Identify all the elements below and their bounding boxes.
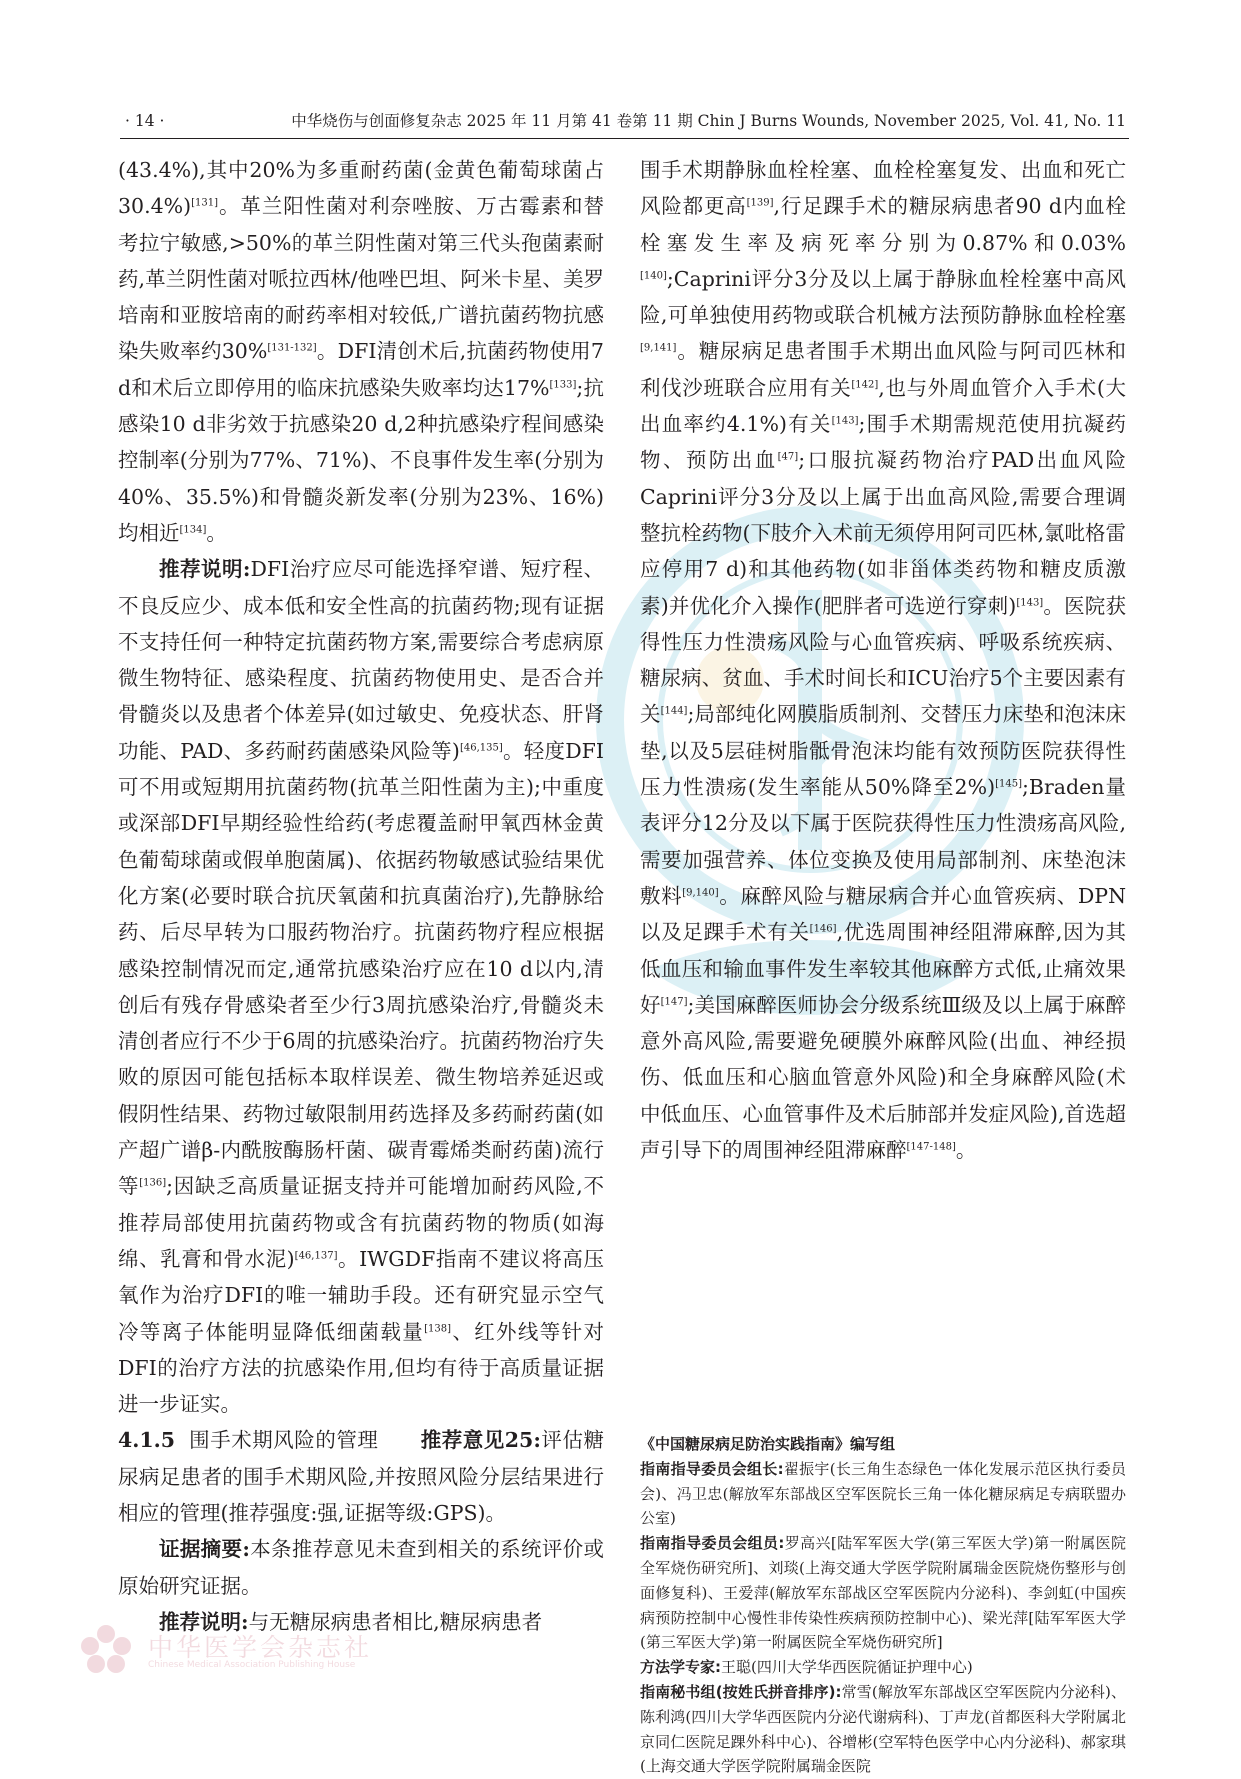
citation[interactable]: [139] [746,197,774,209]
right-column [640,152,1126,1168]
citation[interactable]: [133] [549,379,577,391]
committee-members: 指南指导委员会组员:罗高兴[陆军军医大学(第三军医大学)第一附属医院全军烧伤研究所]、刘琰(上海交通大学医学院附属瑞金医院烧伤整形与创面修复科)、王爱萍(解放军东部战区空军医院内分泌科)、李剑虹(中国疾病预防控制中心慢性非传染性疾病预防控制中心)、梁光萍[陆军军医大学(第三军医大学)第一附属医院全军烧伤研究所] [640,1534,1127,1652]
running-header [125,108,1126,134]
flower-logo-icon [78,1622,134,1678]
citation[interactable]: [9,141] [640,342,677,354]
citation[interactable]: [46,135] [459,742,503,754]
citation[interactable]: [145] [995,778,1022,790]
citation[interactable]: [46,137] [294,1250,338,1262]
section-title: 围手术期风险的管理 [189,1428,379,1453]
citation[interactable]: [146] [809,923,837,935]
citation[interactable]: [142] [851,379,879,391]
citation[interactable]: [131] [191,197,219,209]
citation[interactable]: [143] [831,415,859,427]
recommendation-25-text: 评估糖尿病足患者的围手术期风险,并按照风险分层结果进行相应的管理(推荐强度:强,证据等级:GPS)。 [118,1428,604,1525]
paragraph-evidence-summary: 证据摘要:本条推荐意见未查到相关的系统评价或原始研究证据。 [118,1537,604,1598]
journal-citation: 中华烧伤与创面修复杂志 2025 年 11 月第 41 卷第 11 期 Chin J Burns Wounds, November 2025, Vol. 41, No. 11 [291,112,1126,130]
citation[interactable]: [140] [640,270,667,282]
citation[interactable]: [147] [660,996,688,1008]
secretary-group: 指南秘书组(按姓氏拼音排序):常雪(解放军东部战区空军医院内分泌科)、陈利鸿(四川大学华西医院内分泌代谢病科)、丁声龙(首都医科大学附属北京同仁医院足踝外科中心)、谷增彬(空军特色医学中心内分泌科)、郝家琪(上海交通大学医学院附属瑞金医院 [640,1682,1126,1776]
paragraph-antibiotic-resistance: (43.4%),其中20%为多重耐药菌(金黄色葡萄球菌占30.4%)[131]。革兰阳性菌对利奈唑胺、万古霉素和替考拉宁敏感,>50%的革兰阴性菌对第三代头孢菌素耐药,革兰阴性菌对哌拉西林/他唑巴坦、阿米卡星、美罗培南和亚胺培南的耐药率相对较低,广谱抗菌药物抗感染失败率约30%[131-132]。DFI清创术后,抗菌药物使用7 d和术后立即停用的临床抗感染失败率均达17%[133];抗感染10 d非劣效于抗感染20 d,2种抗感染疗程间感染控制率(分别为77%、71%)、不良事件发生率(分别为40%、35.5%)和骨髓炎新发率(分别为23%、16%)均相近[134]。 [118,158,604,545]
publisher-name-cn: 中华医学会杂志社 [148,1633,373,1662]
citation[interactable]: [143] [1016,597,1044,609]
paragraph-perioperative-risk: 围手术期静脉血栓栓塞、血栓栓塞复发、出血和死亡风险都更高[139],行足踝手术的糖尿病患者90 d内血栓栓塞发生率及病死率分别为0.87%和0.03%[140];Caprini评分3分及以上属于静脉血栓栓塞中高风险,可单独使用药物或联合机械方法预防静脉血栓栓塞[9,141]。糖尿病足患者围手术期出血风险与阿司匹林和利伐沙班联合应用有关[142],也与外周血管介入手术(大出血率约4.1%)有关[143];围手术期需规范使用抗凝药物、预防出血[47];口服抗凝药物治疗PAD出血风险Caprini评分3分及以上属于出血高风险,需要合理调整抗栓药物(下肢介入术前无须停用阿司匹林,氯吡格雷应停用7 d)和其他药物(如非甾体类药物和糖皮质激素)并优化介入操作(肥胖者可选逆行穿刺)[143]。医院获得性压力性溃疡风险与心血管疾病、呼吸系统疾病、糖尿病、贫血、手术时间长和ICU治疗5个主要因素有关[144];局部纯化网膜脂质制剂、交替压力床垫和泡沫床垫,以及5层硅树脂骶骨泡沫均能有效预防医院获得性压力性溃疡(发生率能从50%降至2%)[145];Braden量表评分12分及以下属于医院获得性压力性溃疡高风险,需要加强营养、体位变换及使用局部制剂、床垫泡沫敷料[9,140]。麻醉风险与糖尿病合并心血管疾病、DPN以及足踝手术有关[146],优选周围神经阻滞麻醉,因为其低血压和输血事件发生率较其他麻醉方式低,止痛效果好[147];美国麻醉医师协会分级系统Ⅲ级及以上属于麻醉意外高风险,需要避免硬膜外麻醉风险(出血、神经损伤、低血压和心脑血管意外风险)和全身麻醉风险(术中低血压、心血管事件及术后肺部并发症风险),首选超声引导下的周围神经阻滞麻醉[147-148]。 [640,158,1127,1163]
citation[interactable]: [144] [660,705,688,717]
header-rule [120,138,1129,139]
citation[interactable]: [134] [179,524,207,536]
left-column [118,152,604,1640]
publisher-name-en: Chinese Medical Association Publishing House [148,1660,356,1670]
recommendation-label: 推荐说明: [159,557,251,582]
citation[interactable]: [138] [424,1323,451,1334]
writing-group-title: 《中国糖尿病足防治实践指南》编写组 [640,1435,896,1453]
section-number: 4.1.5 [118,1428,176,1453]
page-number: · 14 · [125,112,165,130]
writing-group-block [640,1432,1126,1779]
committee-leaders: 指南指导委员会组长:翟振宇(长三角生态绿色一体化发展示范区执行委员会)、冯卫忠(解放军东部战区空军医院长三角一体化糖尿病足专病联盟办公室) [640,1459,1127,1528]
methodology-expert: 方法学专家:王聪(四川大学华西医院循证护理中心) [640,1658,973,1677]
citation[interactable]: [47] [777,451,799,463]
recommendation-25-label: 推荐意见25: [420,1428,541,1453]
citation[interactable]: [131-132] [267,342,317,354]
citation[interactable]: [136] [139,1177,167,1189]
citation[interactable]: [147-148] [906,1141,956,1153]
section-4-1-5 [118,1422,604,1531]
citation[interactable]: [9,140] [682,887,719,899]
publisher-logo [78,1616,548,1686]
paragraph-recommendation-note: 推荐说明:DFI治疗应尽可能选择窄谱、短疗程、不良反应少、成本低和安全性高的抗菌药物;现有证据不支持任何一种特定抗菌药物方案,需要综合考虑病原微生物特征、感染程度、抗菌药物使用史、是否合并骨髓炎以及患者个体差异(如过敏史、免疫状态、肝肾功能、PAD、多药耐药菌感染风险等)[46,135]。轻度DFI可不用或短期用抗菌药物(抗革兰阳性菌为主);中重度或深部DFI早期经验性给药(考虑覆盖耐甲氧西林金黄色葡萄球菌或假单胞菌属)、依据药物敏感试验结果优化方案(必要时联合抗厌氧菌和抗真菌治疗),先静脉给药、后尽早转为口服药物治疗。抗菌药物疗程应根据感染控制情况而定,通常抗感染治疗应在10 d以内,清创后有残存骨感染者至少行3周抗感染治疗,骨髓炎未清创者应行不少于6周的抗感染治疗。抗菌药物治疗失败的原因可能包括标本取样误差、微生物培养延迟或假阴性结果、药物过敏限制用药选择及多药耐药菌(如产超广谱β-内酰胺酶肠杆菌、碳青霉烯类耐药菌)流行等[136];因缺乏高质量证据支持并可能增加耐药风险,不推荐局部使用抗菌药物或含有抗菌药物的物质(如海绵、乳膏和骨水泥)[46,137]。IWGDF指南不建议将高压氧作为治疗DFI的唯一辅助手段。还有研究显示空气冷等离子体能明显降低细菌载量[138]、红外线等针对DFI的治疗方法的抗感染作用,但均有待于高质量证据进一步证实。 [118,557,605,1417]
paragraph-recommendation-note-2: 推荐说明:与无糖尿病患者相比,糖尿病患者 [159,1609,543,1634]
